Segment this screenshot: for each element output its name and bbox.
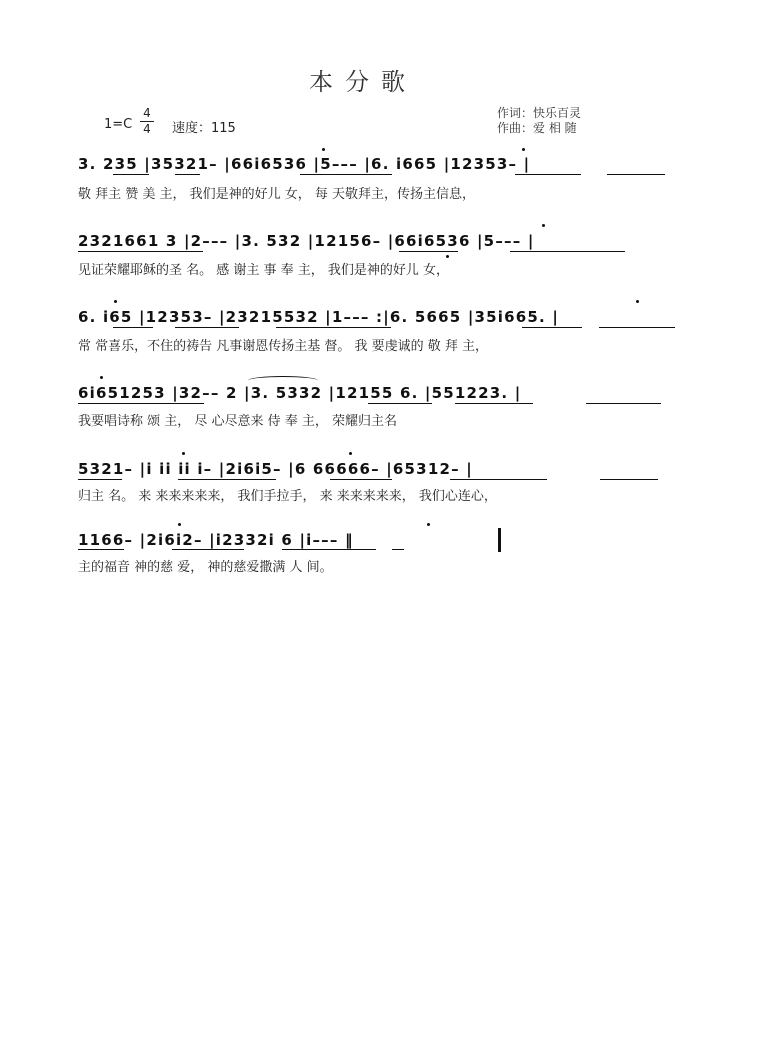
beam [515,174,581,175]
time-signature-bottom: 4 [143,122,151,136]
beam [78,403,204,404]
octave-dot [322,148,325,151]
octave-dot [522,148,525,151]
notation-line-1: 3. 235 |35321– |66i6536 |5––– |6. i665 |12353– | [78,155,531,173]
beam [330,479,392,480]
notation-line-2: 2321661 3 |2––– |3. 532 |12156– |66i6536 |5––– | [78,232,535,250]
beam [175,327,239,328]
beam [522,327,582,328]
lyrics-line-3: 常 常喜乐，不住的祷告 凡事谢恩传扬主基 督。 我 要虔诚的 敬 拜 主， [78,339,489,354]
beam [175,174,200,175]
tempo-label: 速度：115 [172,121,236,136]
octave-dot [100,376,103,379]
lyrics-line-4: 我要唱诗称 颂 主， 尽 心尽意来 侍 奉 主， 荣耀归主名 [78,414,398,429]
lyrics-line-2: 见证荣耀耶稣的圣 名。 感 谢主 事 奉 主， 我们是神的好儿 女， [78,263,450,278]
song-title: 本分歌 [309,68,417,96]
beam [455,403,533,404]
beam [368,403,432,404]
octave-dot [114,300,117,303]
octave-dot [182,452,185,455]
beam [607,174,665,175]
time-signature-top: 4 [143,106,151,120]
beam [599,327,675,328]
octave-dot [446,255,449,258]
beam [78,251,203,252]
octave-dot [427,523,430,526]
beam [78,479,122,480]
beam [113,174,149,175]
octave-dot [636,300,639,303]
octave-dot [178,523,181,526]
beam [282,549,376,550]
beam [276,327,391,328]
notation-line-3: 6. i65 |12353– |23215532 |1––– :|6. 5665 |35i665. | [78,308,560,326]
beam [113,327,153,328]
lyrics-line-1: 敬 拜主 赞 美 主， 我们是神的好儿 女， 每 天敬拜主，传扬主信息， [78,187,476,202]
beam [78,549,124,550]
beam [600,479,658,480]
beam [510,251,625,252]
time-signature [140,106,154,137]
lyricist-credit: 作词：快乐百灵 [497,106,582,120]
lyrics-line-5: 归主 名。 来 来来来来来， 我们手拉手， 来 来来来来来， 我们心连心， [78,489,497,504]
beam [172,549,244,550]
beam [300,174,392,175]
final-barline [498,528,501,552]
notation-line-4: 6i651253 |32–– 2 |3. 5332 |12155 6. |551223. | [78,384,522,402]
beam [399,251,458,252]
notation-line-5: 5321– |i ii ii i– |2i6i5– |6 66666– |65312– | [78,460,473,478]
composer-credit: 作曲：爱 相 随 [497,121,577,135]
beam [586,403,661,404]
beam [392,549,404,550]
beam [178,479,276,480]
lyrics-line-6: 主的福音 神的慈 爱， 神的慈爱撒满 人 间。 [78,560,333,575]
octave-dot [349,452,352,455]
tie-arc [248,376,318,385]
notation-line-6: 1166– |2i6i2– |i2332i 6 |i––– ‖ [78,531,354,549]
octave-dot [542,224,545,227]
beam [450,479,547,480]
key-signature: 1=C [104,117,133,132]
